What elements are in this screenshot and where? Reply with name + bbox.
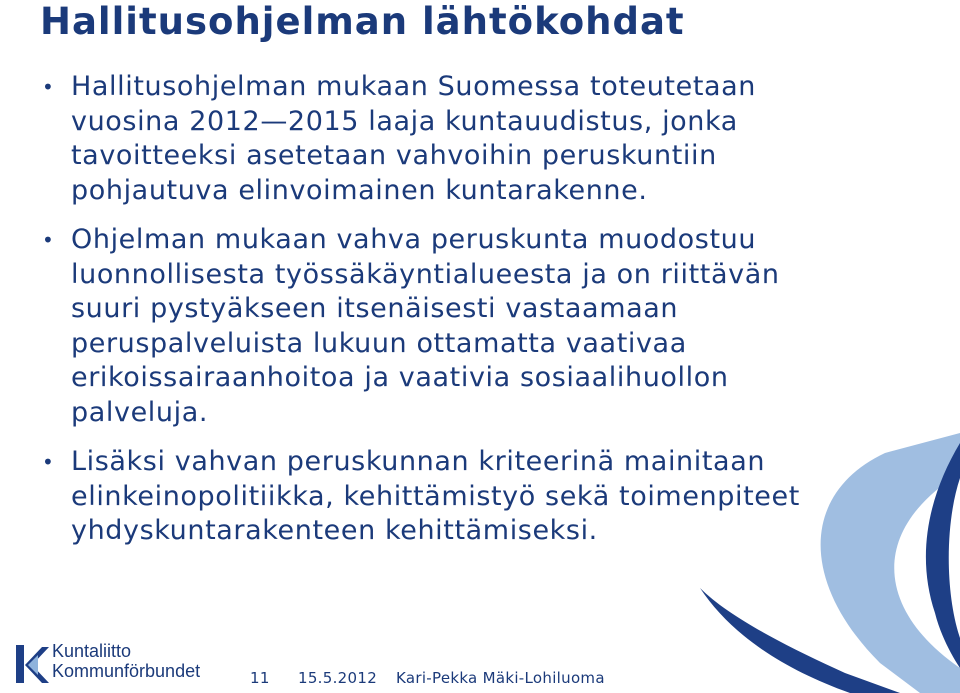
- kuntaliitto-logo-icon: [12, 641, 50, 687]
- bullet-line: luonnollisesta työssäkäyntialueesta ja on riittävän: [71, 258, 780, 290]
- bullet-item: [40, 223, 920, 430]
- bullet-line: palveluja.: [71, 396, 209, 428]
- slide-title: Hallitusohjelman lähtökohdat: [40, 0, 685, 43]
- bullet-line: Hallitusohjelman mukaan Suomessa toteutetaan: [71, 71, 757, 102]
- bullet-marker: •: [42, 75, 55, 99]
- bullet-line: elinkeinopolitiikka, kehittämistyö sekä toimenpiteet: [71, 480, 800, 512]
- bullet-line: suuri pystyäkseen itsenäisesti vastaamaan: [71, 293, 679, 324]
- footer-date: 15.5.2012: [298, 669, 378, 687]
- bullet-line: vuosina 2012—2015 laaja kuntauudistus, jonka: [71, 105, 738, 137]
- bullet-marker: •: [42, 450, 55, 474]
- bullet-line: peruspalveluista lukuun ottamatta vaativaa: [71, 327, 687, 359]
- footer: [0, 633, 960, 693]
- page-number: 11: [250, 669, 270, 687]
- bullet-line: Ohjelman mukaan vahva peruskunta muodostuu: [71, 224, 757, 255]
- bullet-line: Lisäksi vahvan peruskunnan kriteerinä mainitaan: [71, 446, 766, 477]
- bullet-marker: •: [42, 228, 55, 252]
- footer-author: Kari-Pekka Mäki-Lohiluoma: [396, 669, 605, 687]
- bullet-line: yhdyskuntarakenteen kehittämiseksi.: [71, 515, 598, 546]
- bullet-line: tavoitteeksi asetetaan vahvoihin peruskuntiin: [71, 140, 717, 171]
- logo-line-1: Kuntaliitto: [52, 641, 132, 661]
- logo-line-2: Kommunförbundet: [52, 661, 201, 681]
- bullet-item: [40, 70, 920, 208]
- bullet-line: erikoissairaanhoitoa ja vaativia sosiaalihuollon: [71, 362, 729, 393]
- logo-wordmark: [52, 641, 200, 681]
- bullet-line: pohjautuva elinvoimainen kuntarakenne.: [71, 174, 648, 206]
